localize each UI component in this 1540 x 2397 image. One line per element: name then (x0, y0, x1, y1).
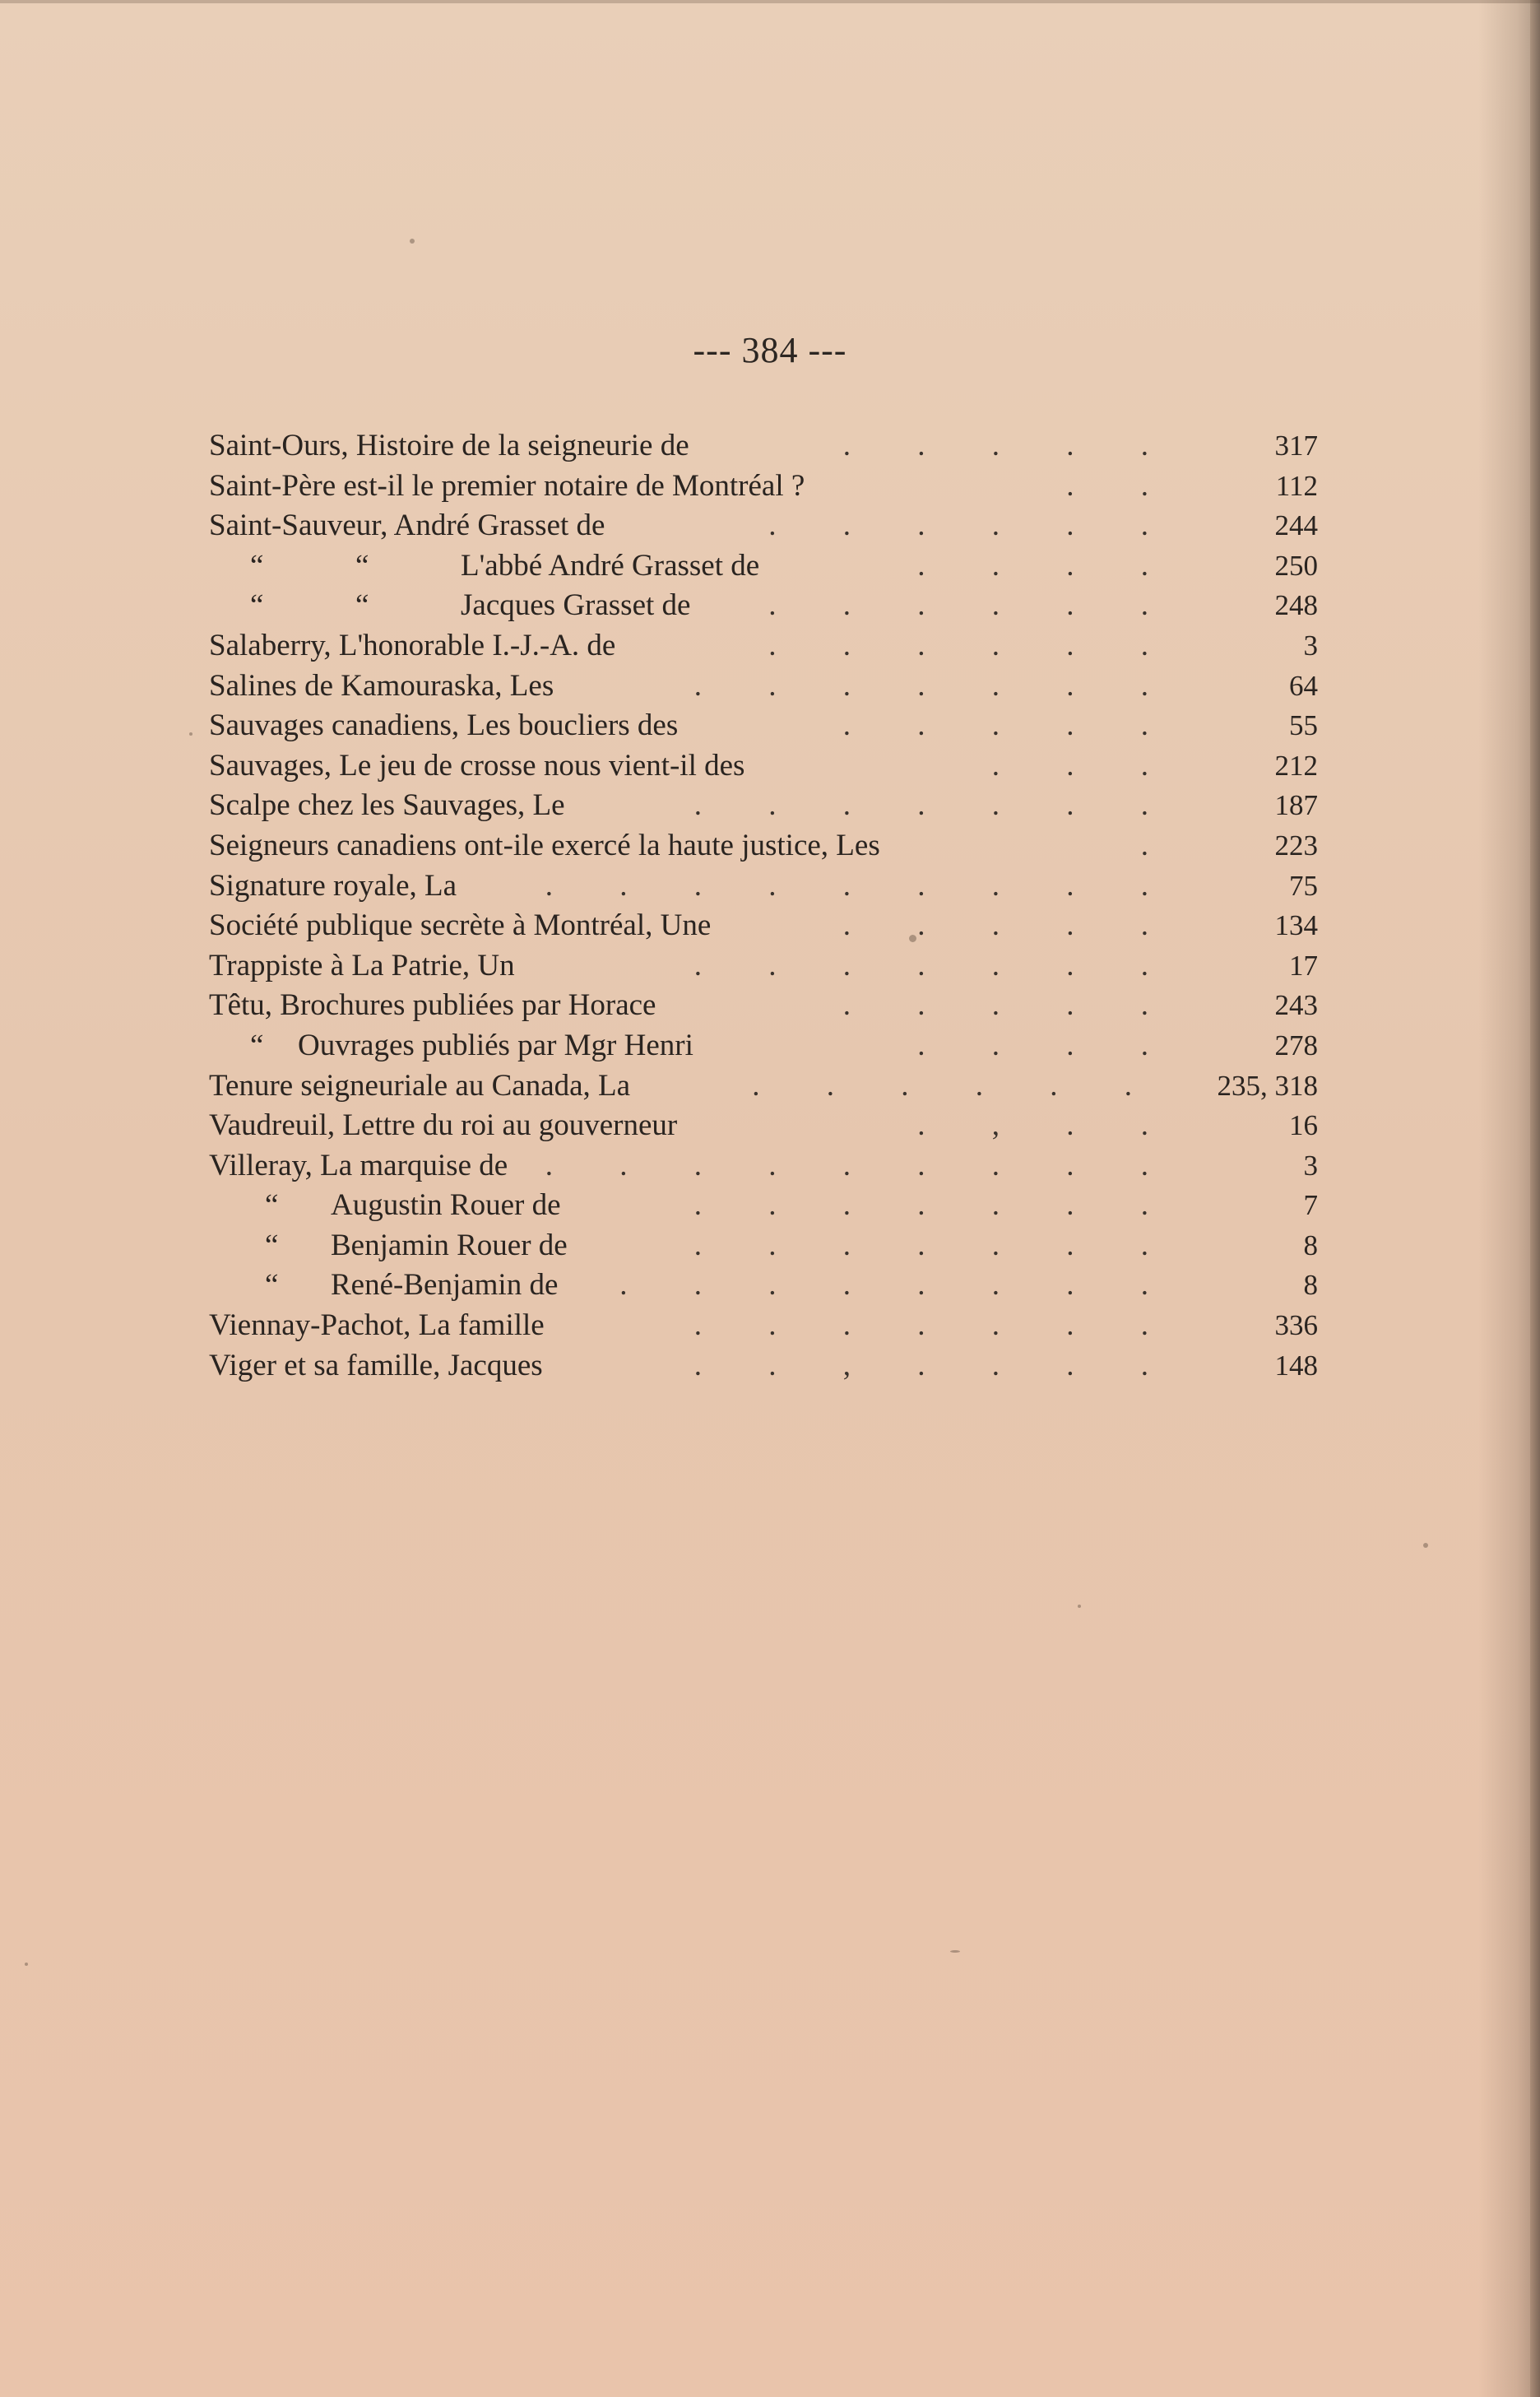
entry-page-number: 248 (1274, 589, 1318, 622)
entry-subentry (265, 1226, 568, 1266)
page-top-edge (0, 0, 1540, 3)
entry-leader-dots: . . . . (917, 1028, 1178, 1062)
entry-leader-dots: . . . (991, 748, 1178, 783)
paper-speck (189, 732, 192, 736)
entry-leader-dots: . . . . . . . (693, 788, 1178, 823)
index-entry (209, 986, 1318, 1026)
entry-title: Vaudreuil, Lettre du roi au gouverneur (209, 1108, 678, 1143)
index-entry (209, 426, 1318, 467)
entry-leader-dots: . . . . . (842, 908, 1178, 943)
entry-page-number: 235, 318 (1217, 1069, 1318, 1102)
index-entry (209, 546, 1318, 587)
index-entry (209, 906, 1318, 946)
index-entry (209, 946, 1318, 987)
ditto-mark: “ (355, 548, 369, 583)
paper-speck (25, 1963, 28, 1966)
entry-leader-dots: . . . . . . . (693, 668, 1178, 703)
entry-title: Signature royale, La (209, 868, 457, 903)
entry-page-number: 8 (1303, 1229, 1318, 1261)
entry-page-number: 336 (1274, 1309, 1318, 1342)
ditto-mark: “ (265, 1268, 279, 1303)
entry-title: Ouvrages publiés par Mgr Henri (298, 1028, 693, 1062)
entry-subentry (265, 1266, 558, 1306)
entry-leader-dots: . . . . . . (752, 1068, 1162, 1103)
entry-leader-dots: . . . . . (842, 708, 1178, 743)
entry-title: René-Benjamin de (331, 1268, 559, 1303)
ditto-mark: “ (250, 1028, 264, 1062)
index-entry (209, 667, 1318, 707)
ditto-mark: “ (355, 588, 369, 623)
entry-leader-dots: . . , . . . . (693, 1348, 1178, 1382)
index-entry (209, 1106, 1318, 1146)
entry-page-number: 223 (1274, 829, 1318, 862)
entry-page-number: 244 (1274, 509, 1318, 542)
entry-page-number: 134 (1274, 909, 1318, 942)
entry-page-number: 317 (1274, 430, 1318, 462)
entry-page-number: 3 (1303, 1149, 1318, 1182)
index-entry (209, 626, 1318, 667)
page-number: --- 384 --- (693, 330, 847, 370)
paper-speck (410, 239, 415, 244)
entry-title: Saint-Père est-il le premier notaire de Montréal ? (209, 468, 805, 503)
entry-title: Salines de Kamouraska, Les (209, 668, 554, 703)
entry-title: Têtu, Brochures publiées par Horace (209, 988, 656, 1023)
index-entry (209, 467, 1318, 507)
index-entry (209, 506, 1318, 546)
entry-title: Saint-Ours, Histoire de la seigneurie de (209, 429, 689, 462)
entry-leader-dots: . . . . . . (768, 628, 1178, 662)
paper-speck (1078, 1605, 1081, 1608)
entry-leader-dots: . (1140, 828, 1178, 862)
index-entry (209, 1026, 1318, 1066)
entry-leader-dots: . . . . . (842, 988, 1178, 1023)
entry-leader-dots: . . . . . . . (693, 1308, 1178, 1343)
ditto-mark: “ (265, 1188, 279, 1223)
index-entry (209, 1306, 1318, 1346)
index-entry (209, 746, 1318, 787)
ditto-mark: “ (250, 548, 264, 583)
entry-page-number: 7 (1303, 1189, 1318, 1222)
entry-subentry (250, 1026, 693, 1066)
entry-leader-dots: . . . . . . . . . (545, 868, 1178, 903)
entry-leader-dots: . . (1066, 468, 1178, 503)
entry-page-number: 278 (1274, 1029, 1318, 1061)
entry-leader-dots: . . . . . . . . . (545, 1148, 1178, 1182)
entry-subentry (265, 1186, 561, 1226)
entry-title: Saint-Sauveur, André Grasset de (209, 509, 605, 543)
entry-leader-dots: . . . . . . . (693, 1188, 1178, 1223)
entry-title: L'abbé André Grasset de (461, 548, 760, 583)
entry-leader-dots: . , . . (917, 1108, 1178, 1143)
entry-title: Viger et sa famille, Jacques (209, 1348, 543, 1382)
paper-speck (1423, 1543, 1428, 1548)
entry-page-number: 17 (1289, 949, 1318, 982)
entry-title: Augustin Rouer de (331, 1188, 561, 1223)
entry-page-number: 8 (1303, 1269, 1318, 1302)
index-entry (209, 1066, 1318, 1107)
index-entry (209, 1146, 1318, 1187)
entry-leader-dots: . . . . . (842, 429, 1178, 462)
index-entry (209, 1346, 1318, 1387)
entry-page-number: 112 (1275, 469, 1318, 502)
entry-title: Jacques Grasset de (461, 588, 691, 623)
entry-page-number: 64 (1289, 669, 1318, 702)
entry-title: Société publique secrète à Montréal, Une (209, 908, 712, 943)
entry-title: Scalpe chez les Sauvages, Le (209, 788, 565, 823)
entry-leader-dots: . . . . (917, 548, 1178, 583)
entry-page-number: 75 (1289, 869, 1318, 902)
entry-leader-dots: . . . . . . (768, 509, 1178, 543)
index-list (209, 426, 1318, 1386)
entry-subentry (250, 586, 690, 626)
entry-page-number: 16 (1289, 1109, 1318, 1142)
ditto-mark: “ (265, 1228, 279, 1262)
ditto-mark: “ (250, 588, 264, 623)
entry-leader-dots: . . . . . . . . (619, 1268, 1178, 1303)
index-entry (209, 1186, 1318, 1226)
entry-page-number: 212 (1274, 749, 1318, 782)
entry-title: Salaberry, L'honorable I.-J.-A. de (209, 628, 616, 662)
entry-page-number: 243 (1274, 989, 1318, 1022)
paper-speck (950, 1950, 960, 1953)
index-entry (209, 706, 1318, 746)
entry-title: Viennay-Pachot, La famille (209, 1308, 545, 1343)
entry-leader-dots: . . . . . . (768, 588, 1178, 623)
index-entry (209, 586, 1318, 626)
index-entry (209, 1266, 1318, 1306)
index-entry (209, 786, 1318, 826)
entry-title: Tenure seigneuriale au Canada, La (209, 1068, 631, 1103)
entry-leader-dots: . . . . . . . (693, 1228, 1178, 1262)
index-entry (209, 866, 1318, 907)
entry-page-number: 250 (1274, 549, 1318, 582)
entry-leader-dots: . . . . . . . (693, 948, 1178, 982)
entry-subentry (250, 546, 759, 587)
paper-speck (909, 935, 916, 942)
entry-page-number: 3 (1303, 629, 1318, 662)
entry-title: Villeray, La marquise de (209, 1148, 508, 1182)
entry-page-number: 148 (1274, 1349, 1318, 1382)
entry-title: Seigneurs canadiens ont-ile exercé la haute justice, Les (209, 828, 880, 862)
entry-title: Benjamin Rouer de (331, 1228, 568, 1262)
entry-title: Sauvages canadiens, Les boucliers des (209, 708, 679, 743)
entry-page-number: 55 (1289, 709, 1318, 742)
entry-title: Trappiste à La Patrie, Un (209, 948, 515, 982)
entry-page-number: 187 (1274, 789, 1318, 822)
index-entry (209, 826, 1318, 866)
index-entry (209, 1226, 1318, 1266)
entry-title: Sauvages, Le jeu de crosse nous vient-il des (209, 748, 745, 783)
